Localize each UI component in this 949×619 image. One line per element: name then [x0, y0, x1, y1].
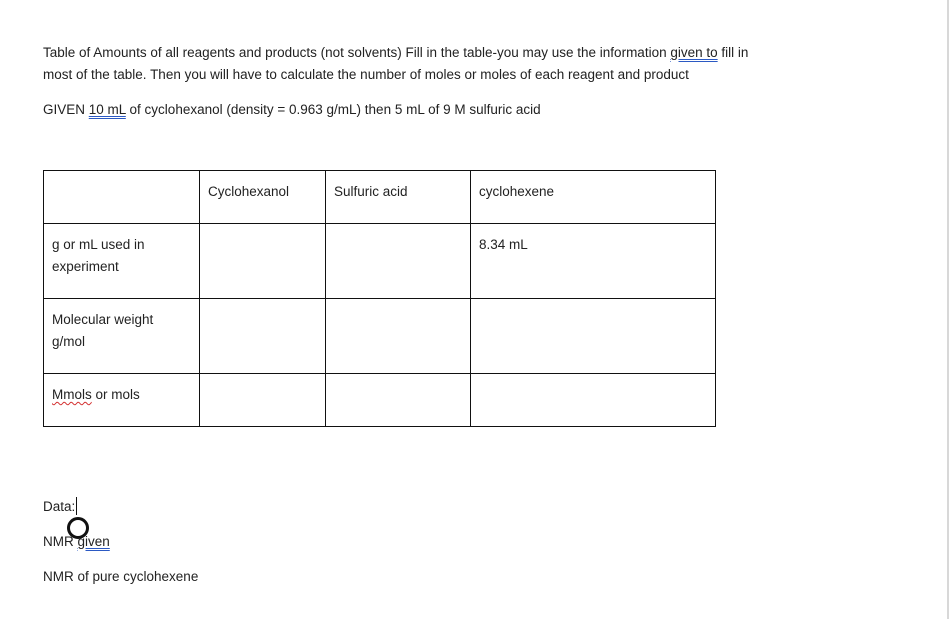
header-cyclohexene[interactable]: cyclohexene — [471, 171, 716, 224]
cell-cyclohexene-mols[interactable] — [471, 374, 716, 427]
cell-cyclohexene-mw[interactable] — [471, 299, 716, 374]
row-label-mass-volume[interactable] — [44, 224, 200, 299]
given-prefix: GIVEN — [43, 102, 89, 117]
table-row — [44, 374, 716, 427]
row-label-mols[interactable] — [44, 374, 200, 427]
data-label: Data: — [43, 499, 76, 514]
given-paragraph[interactable] — [43, 99, 541, 121]
row-label-line1: Molecular weight — [52, 312, 154, 327]
cell-cyclohexene-amount[interactable]: 8.34 mL — [471, 224, 716, 299]
cell-cyclohexanol-mw[interactable] — [200, 299, 326, 374]
intro-line1-end: fill in — [717, 45, 749, 60]
row-label-line2: experiment — [52, 259, 119, 274]
intro-line1-text: Table of Amounts of all reagents and products (not solvents) Fill in the table-you may use the information — [43, 45, 671, 60]
cell-cyclohexanol-amount[interactable] — [200, 224, 326, 299]
intro-paragraph[interactable] — [43, 42, 748, 86]
given-suffix: of cyclohexanol (density = 0.963 g/mL) then 5 mL of 9 M sulfuric acid — [125, 102, 541, 117]
row-label-line2: g/mol — [52, 334, 86, 349]
intro-line2-text: most of the table. Then you will have to calculate the number of moles or moles of each reagent and product — [43, 67, 689, 82]
row-label-rest: or mols — [91, 387, 140, 402]
text-caret — [76, 497, 77, 515]
mouse-cursor-ring-icon — [67, 517, 89, 539]
header-cyclohexanol[interactable]: Cyclohexanol — [200, 171, 326, 224]
amounts-table — [43, 170, 716, 427]
data-line[interactable] — [43, 496, 77, 518]
nmr-prefix: NMR — [43, 534, 78, 549]
header-sulfuric-acid[interactable]: Sulfuric acid — [326, 171, 471, 224]
table-row — [44, 224, 716, 299]
spelling-underline-mmols[interactable]: Mmols — [52, 387, 92, 402]
cell-sulfuric-mw[interactable] — [326, 299, 471, 374]
nmr-pure-text: NMR of pure cyclohexene — [43, 569, 199, 584]
cell-sulfuric-mols[interactable] — [326, 374, 471, 427]
cell-sulfuric-amount[interactable] — [326, 224, 471, 299]
grammar-underline-given[interactable]: given — [77, 534, 110, 549]
row-label-molecular-weight[interactable] — [44, 299, 200, 374]
row-label-line1: g or mL used in — [52, 237, 145, 252]
table-header-row — [44, 171, 716, 224]
nmr-pure-line[interactable] — [43, 566, 198, 588]
table-row — [44, 299, 716, 374]
cell-cyclohexanol-mols[interactable] — [200, 374, 326, 427]
table-corner-cell[interactable] — [44, 171, 200, 224]
grammar-underline-10-ml[interactable]: 10 mL — [88, 102, 126, 117]
grammar-underline-given-to[interactable]: given to — [670, 45, 718, 60]
